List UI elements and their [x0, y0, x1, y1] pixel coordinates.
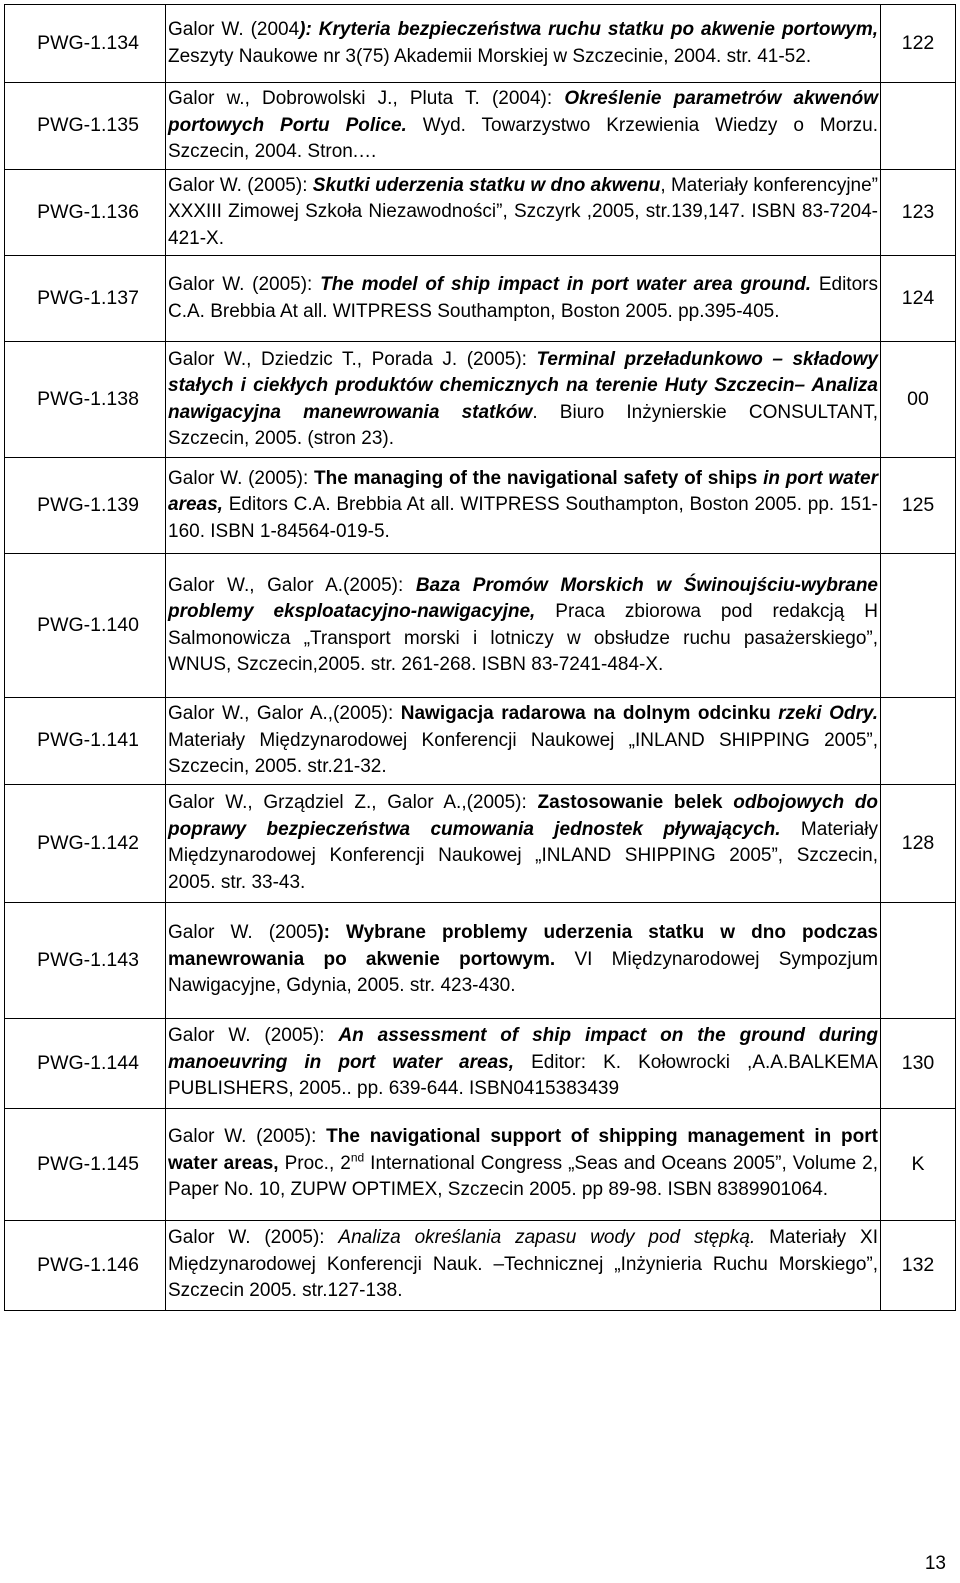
reference-citation — [166, 342, 881, 458]
citation-fragment: ): Wybrane problemy uderzenia statku w dno podczas manewrowania po akwenie portowym. — [168, 922, 879, 970]
citation-fragment: Nawigacja radarowa na dolnym odcinku — [400, 703, 779, 724]
citation-fragment: Proc., 2 — [278, 1152, 351, 1174]
reference-code: PWG-1.144 — [37, 1051, 139, 1074]
citation-fragment: An assessment of ship impact on the ground during manoeuvring in port water areas, — [168, 1025, 878, 1073]
reference-citation — [166, 169, 881, 256]
reference-code: PWG-1.141 — [37, 729, 139, 752]
reference-code-cell — [5, 342, 166, 458]
reference-citation — [166, 1108, 881, 1220]
reference-code-cell — [5, 458, 166, 554]
reference-code: PWG-1.137 — [37, 287, 139, 309]
table-row — [5, 554, 956, 698]
reference-page-number: 125 — [901, 494, 935, 516]
citation-fragment: Materiały Międzynarodowej Konferencji Naukowej „INLAND SHIPPING 2005”, Szczecin, 2005. str. 33-43. — [168, 818, 878, 893]
citation-fragment: Galor W. (2005): — [168, 274, 321, 295]
references-table-body — [5, 5, 956, 1311]
citation-fragment: Galor w., Dobrowolski J., Pluta T. (2004): — [168, 88, 565, 109]
reference-citation — [166, 902, 881, 1018]
table-row — [5, 83, 956, 170]
table-row — [5, 784, 956, 902]
citation-fragment: Skutki uderzenia statku w dno akwenu — [312, 174, 661, 196]
reference-page-cell — [881, 342, 956, 458]
reference-code: PWG-1.134 — [37, 32, 139, 54]
reference-page-number: 00 — [907, 388, 929, 410]
citation-fragment: Galor W. (2005): — [168, 1227, 339, 1249]
reference-code-cell — [5, 1108, 166, 1220]
citation-fragment: nd — [350, 1150, 365, 1165]
citation-fragment: , Materiały konferencyjne” XXXIII Zimowej Szkoła Niezawodności”, Szczyrk ,2005, str.139,147. ISBN 83-7204-421-X. — [168, 174, 878, 249]
reference-page-number: 122 — [901, 32, 935, 54]
citation-fragment: The navigational support of shipping management in port water areas, — [168, 1126, 878, 1174]
reference-code: PWG-1.138 — [37, 388, 139, 410]
reference-code: PWG-1.143 — [37, 948, 139, 971]
citation-fragment: Galor W. (2005): — [168, 174, 313, 196]
reference-page-number: 128 — [901, 831, 935, 854]
reference-code-cell — [5, 256, 166, 342]
table-row — [5, 1220, 956, 1310]
table-row — [5, 458, 956, 554]
table-row — [5, 256, 956, 342]
reference-code-cell — [5, 902, 166, 1018]
reference-citation — [166, 698, 881, 785]
reference-code: PWG-1.135 — [37, 114, 139, 137]
reference-page-cell — [881, 458, 956, 554]
references-table — [4, 4, 956, 1311]
reference-page-number: 123 — [901, 200, 935, 223]
table-row — [5, 902, 956, 1018]
citation-fragment: odbojowych do poprawy bezpieczeństwa cumowania jednostek pływających. — [168, 792, 878, 840]
reference-code-cell — [5, 1220, 166, 1310]
reference-page-cell — [881, 1108, 956, 1220]
citation-fragment: . Biuro Inżynierskie CONSULTANT, Szczecin, 2005. (stron 23). — [168, 401, 878, 449]
reference-page-cell — [881, 902, 956, 1018]
table-row — [5, 169, 956, 256]
citation-fragment: The model of ship impact in port water area ground. — [320, 274, 812, 295]
table-row — [5, 342, 956, 458]
reference-citation — [166, 5, 881, 83]
citation-fragment: Editors C.A. Brebbia At all. WITPRESS Southampton, Boston 2005. pp.395-405. — [168, 274, 878, 322]
reference-citation — [166, 1018, 881, 1108]
citation-fragment: VI Międzynarodowej Sympozjum Nawigacyjne, Gdynia, 2005. str. 423-430. — [168, 948, 879, 997]
citation-fragment: Analiza określania zapasu wody pod stępką. — [338, 1227, 756, 1249]
citation-fragment: ): Kryteria bezpieczeństwa ruchu statku po akwenie portowym, — [299, 19, 878, 40]
citation-fragment: Terminal przeładunkowo – składowy stałych i ciekłych produktów chemicznych na terenie Huty Szczecin– Analiza nawigacyjna manewrowania statków — [168, 348, 878, 423]
citation-fragment: Galor W., Dziedzic T., Porada J. (2005): — [168, 348, 537, 370]
reference-citation — [166, 554, 881, 698]
reference-page-cell — [881, 784, 956, 902]
reference-code-cell — [5, 169, 166, 256]
reference-citation — [166, 458, 881, 554]
citation-fragment: Galor W. (2005 — [168, 922, 318, 944]
reference-page-number: K — [911, 1152, 925, 1175]
citation-fragment: The managing of the navigational safety of ships — [314, 467, 764, 489]
table-row — [5, 1108, 956, 1220]
citation-fragment: in port water areas, — [168, 467, 878, 516]
reference-page-number: 124 — [901, 287, 935, 309]
reference-page-cell — [881, 698, 956, 785]
citation-fragment: Baza Promów Morskich w Świnoujściu-wybrane problemy eksploatacyjno-nawigacyjne, — [168, 574, 878, 622]
reference-citation — [166, 83, 881, 170]
citation-fragment: Zastosowanie belek — [537, 792, 734, 813]
citation-fragment: International Congress „Seas and Oceans 2005”, Volume 2, Paper No. 10, ZUPW OPTIMEX, Szczecin 2005. pp 89-98. ISBN 8389901064. — [168, 1152, 879, 1201]
citation-fragment: Galor W., Galor A.(2005): — [168, 574, 416, 596]
citation-fragment: Galor W., Galor A.,(2005): — [168, 703, 401, 724]
citation-fragment: Galor W. (2005): — [168, 1126, 327, 1148]
reference-page-cell — [881, 554, 956, 698]
citation-fragment: Galor W., Grządziel Z., Galor A.,(2005): — [168, 792, 538, 813]
reference-code: PWG-1.140 — [37, 614, 139, 636]
reference-citation — [166, 256, 881, 342]
reference-code: PWG-1.136 — [37, 200, 139, 223]
citation-fragment: Praca zbiorowa pod redakcją H Salmonowicza „Transport morski i lotniczy w obsłudze ruchu pasażerskiego”, WNUS, Szczecin,2005. str. 261-268. ISBN 83-7241-484-X. — [168, 601, 878, 675]
citation-fragment: Galor W. (2004 — [168, 19, 300, 40]
citation-fragment: Editor: K. Kołowrocki ,A.A.BALKEMA PUBLISHERS, 2005.. pp. 639-644. ISBN0415383439 — [168, 1051, 878, 1100]
reference-code-cell — [5, 83, 166, 170]
reference-code: PWG-1.142 — [37, 831, 139, 854]
reference-code-cell — [5, 554, 166, 698]
reference-code: PWG-1.146 — [37, 1253, 139, 1276]
reference-code: PWG-1.145 — [37, 1152, 139, 1175]
reference-code-cell — [5, 784, 166, 902]
reference-code: PWG-1.139 — [37, 494, 139, 516]
reference-page-cell — [881, 83, 956, 170]
citation-fragment: Galor W. (2005): — [168, 467, 314, 489]
reference-citation — [166, 1220, 881, 1310]
reference-citation — [166, 784, 881, 902]
citation-fragment: rzeki Odry. — [778, 703, 878, 724]
reference-page-cell — [881, 1018, 956, 1108]
citation-fragment: Galor W. (2005): — [168, 1025, 339, 1047]
reference-page-cell — [881, 169, 956, 256]
citation-fragment: Zeszyty Naukowe nr 3(75) Akademii Morskiej w Szczecinie, 2004. str. 41-52. — [168, 45, 812, 67]
reference-code-cell — [5, 698, 166, 785]
reference-page-number: 132 — [901, 1253, 935, 1276]
table-row — [5, 5, 956, 83]
table-row — [5, 698, 956, 785]
citation-fragment: Materiały XI Międzynarodowej Konferencji Nauk. –Technicznej „Inżynieria Ruchu Morskiego”, Szczecin 2005. str.127-138. — [168, 1227, 878, 1302]
reference-page-cell — [881, 256, 956, 342]
table-row — [5, 1018, 956, 1108]
reference-code-cell — [5, 1018, 166, 1108]
citation-fragment: Editors C.A. Brebbia At all. WITPRESS Southampton, Boston 2005. pp. 151-160. ISBN 1-84564-019-5. — [168, 494, 878, 542]
citation-fragment: Wyd. Towarzystwo Krzewienia Wiedzy o Morzu. Szczecin, 2004. Stron.… — [168, 114, 878, 162]
reference-page-cell — [881, 1220, 956, 1310]
page-number: 13 — [924, 1553, 946, 1574]
reference-code-cell — [5, 5, 166, 83]
citation-fragment: Materiały Międzynarodowej Konferencji Naukowej „INLAND SHIPPING 2005”, Szczecin, 2005. str.21-32. — [168, 729, 878, 777]
reference-page-number: 130 — [901, 1051, 935, 1074]
citation-fragment: Określenie parametrów akwenów portowych Portu Police. — [168, 88, 878, 136]
reference-page-cell — [881, 5, 956, 83]
